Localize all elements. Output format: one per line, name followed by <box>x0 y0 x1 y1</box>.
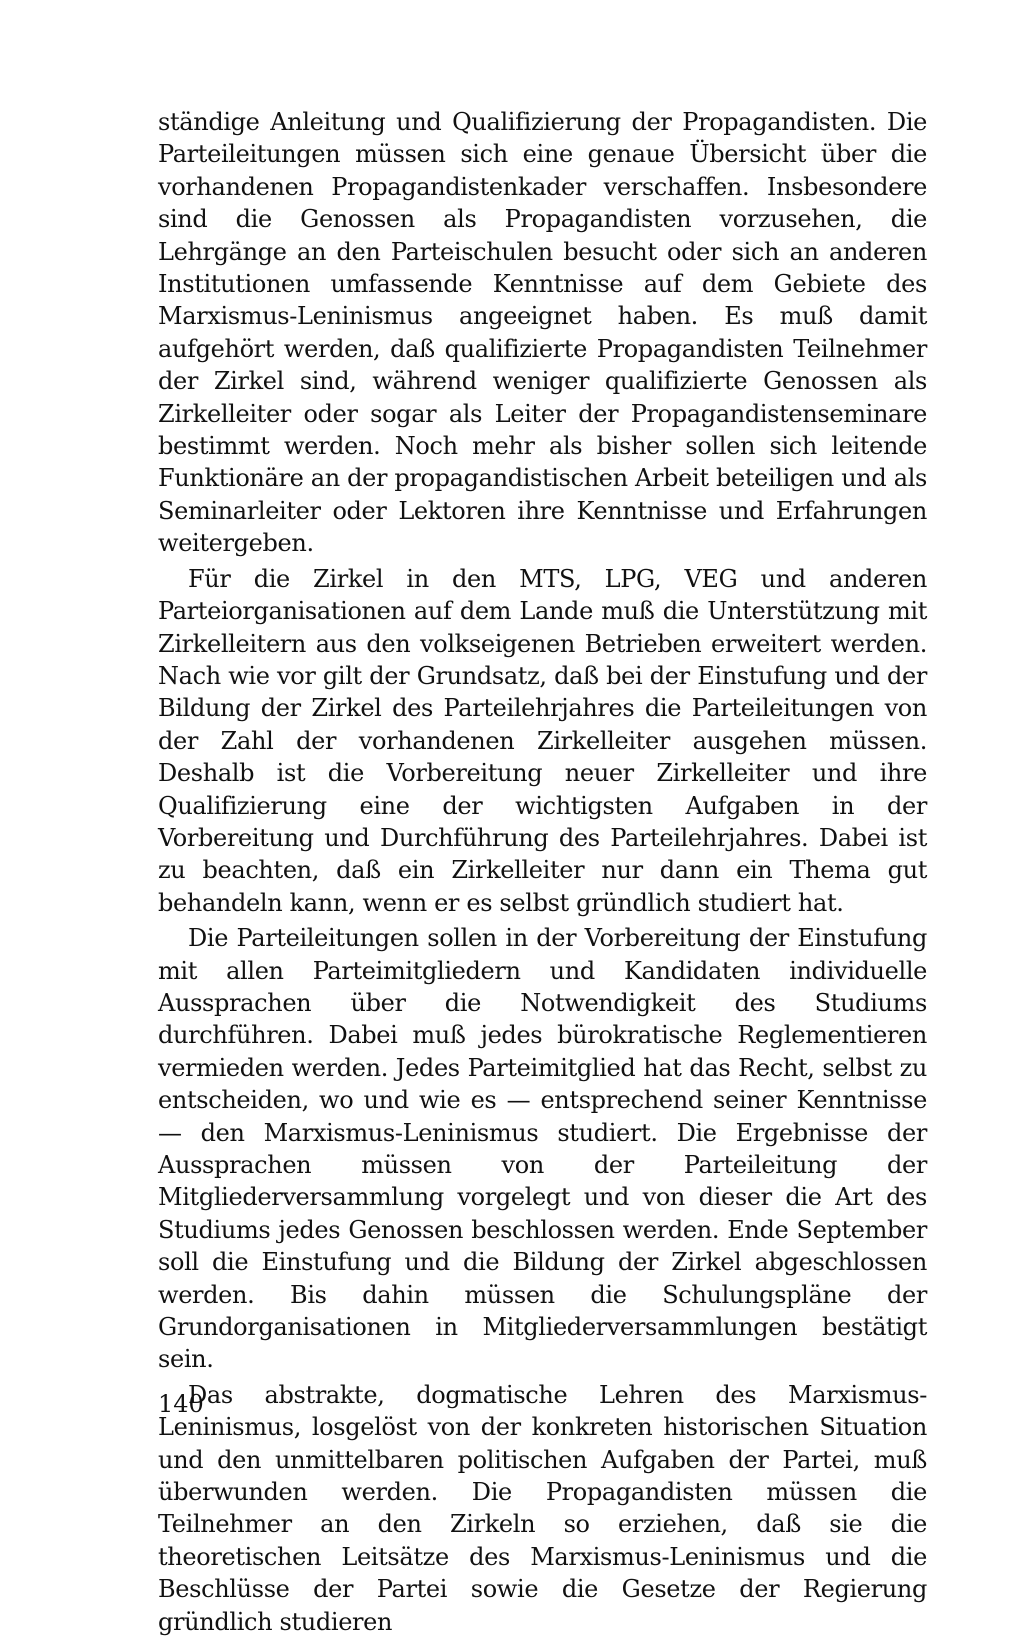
paragraph-1: ständige Anleitung und Qualifizierung der Propagandisten. Die Parteileitungen müssen sich eine genaue Übersicht über die vorhandenen Propagandistenkader verschaffen. Insbesondere sind die Genossen als Propagandisten vorzusehen, die Lehrgänge an den Parteischulen besucht oder sich an anderen Institutionen umfassende Kenntnisse auf dem Gebiete des Marxismus-Leninismus angeeignet haben. Es muß damit aufgehört werden, daß qualifizierte Propagandisten Teilnehmer der Zirkel sind, während weniger qualifizierte Genossen als Zirkelleiter oder sogar als Leiter der Propagandistenseminare bestimmt werden. Noch mehr als bisher sollen sich leitende Funktionäre an der propagandistischen Arbeit beteiligen und als Seminarleiter oder Lektoren ihre Kenntnisse und Erfahrungen weitergeben. <box>158 108 927 558</box>
paragraph-4: Das abstrakte, dogmatische Lehren des Marxismus-Leninismus, losgelöst von der konkreten historischen Situation und den unmittelbaren politischen Aufgaben der Partei, muß überwunden werden. Die Propagandisten müssen die Teilnehmer an den Zirkeln so erziehen, daß sie die theoretischen Leitsätze des Marxismus-Leninismus und die Beschlüsse der Partei sowie die Gesetze der Regierung gründlich studieren <box>158 1380 927 1636</box>
body-text <box>158 106 927 1638</box>
page-number: 140 <box>158 1390 204 1418</box>
paragraph-3: Die Parteileitungen sollen in der Vorbereitung der Einstufung mit allen Parteimitgliedern und Kandidaten individuelle Aussprachen über die Notwendigkeit des Studiums durchführen. Dabei muß jedes bürokratische Reglementieren vermieden werden. Jedes Parteimitglied hat das Recht, selbst zu entscheiden, wo und wie es — entsprechend seiner Kenntnisse — den Marxismus-Leninismus studiert. Die Ergebnisse der Aussprachen müssen von der Parteileitung der Mitgliederversammlung vorgelegt und von dieser die Art des Studiums jedes Genossen beschlossen werden. Ende September soll die Einstufung und die Bildung der Zirkel abgeschlossen werden. Bis dahin müssen die Schulungspläne der Grundorganisationen in Mitgliederversammlungen bestätigt sein. <box>158 924 927 1374</box>
paragraph-2: Für die Zirkel in den MTS, LPG, VEG und anderen Parteiorganisationen auf dem Lande muß die Unterstützung mit Zirkelleitern aus den volkseigenen Betrieben erweitert werden. Nach wie vor gilt der Grundsatz, daß bei der Einstufung und der Bildung der Zirkel des Parteilehrjahres die Parteileitungen von der Zahl der vorhandenen Zirkelleiter ausgehen müssen. Deshalb ist die Vorbereitung neuer Zirkelleiter und ihre Qualifizierung eine der wichtigsten Aufgaben in der Vorbereitung und Durchführung des Parteilehrjahres. Dabei ist zu beachten, daß ein Zirkelleiter nur dann ein Thema gut behandeln kann, wenn er es selbst gründlich studiert hat. <box>158 564 927 917</box>
